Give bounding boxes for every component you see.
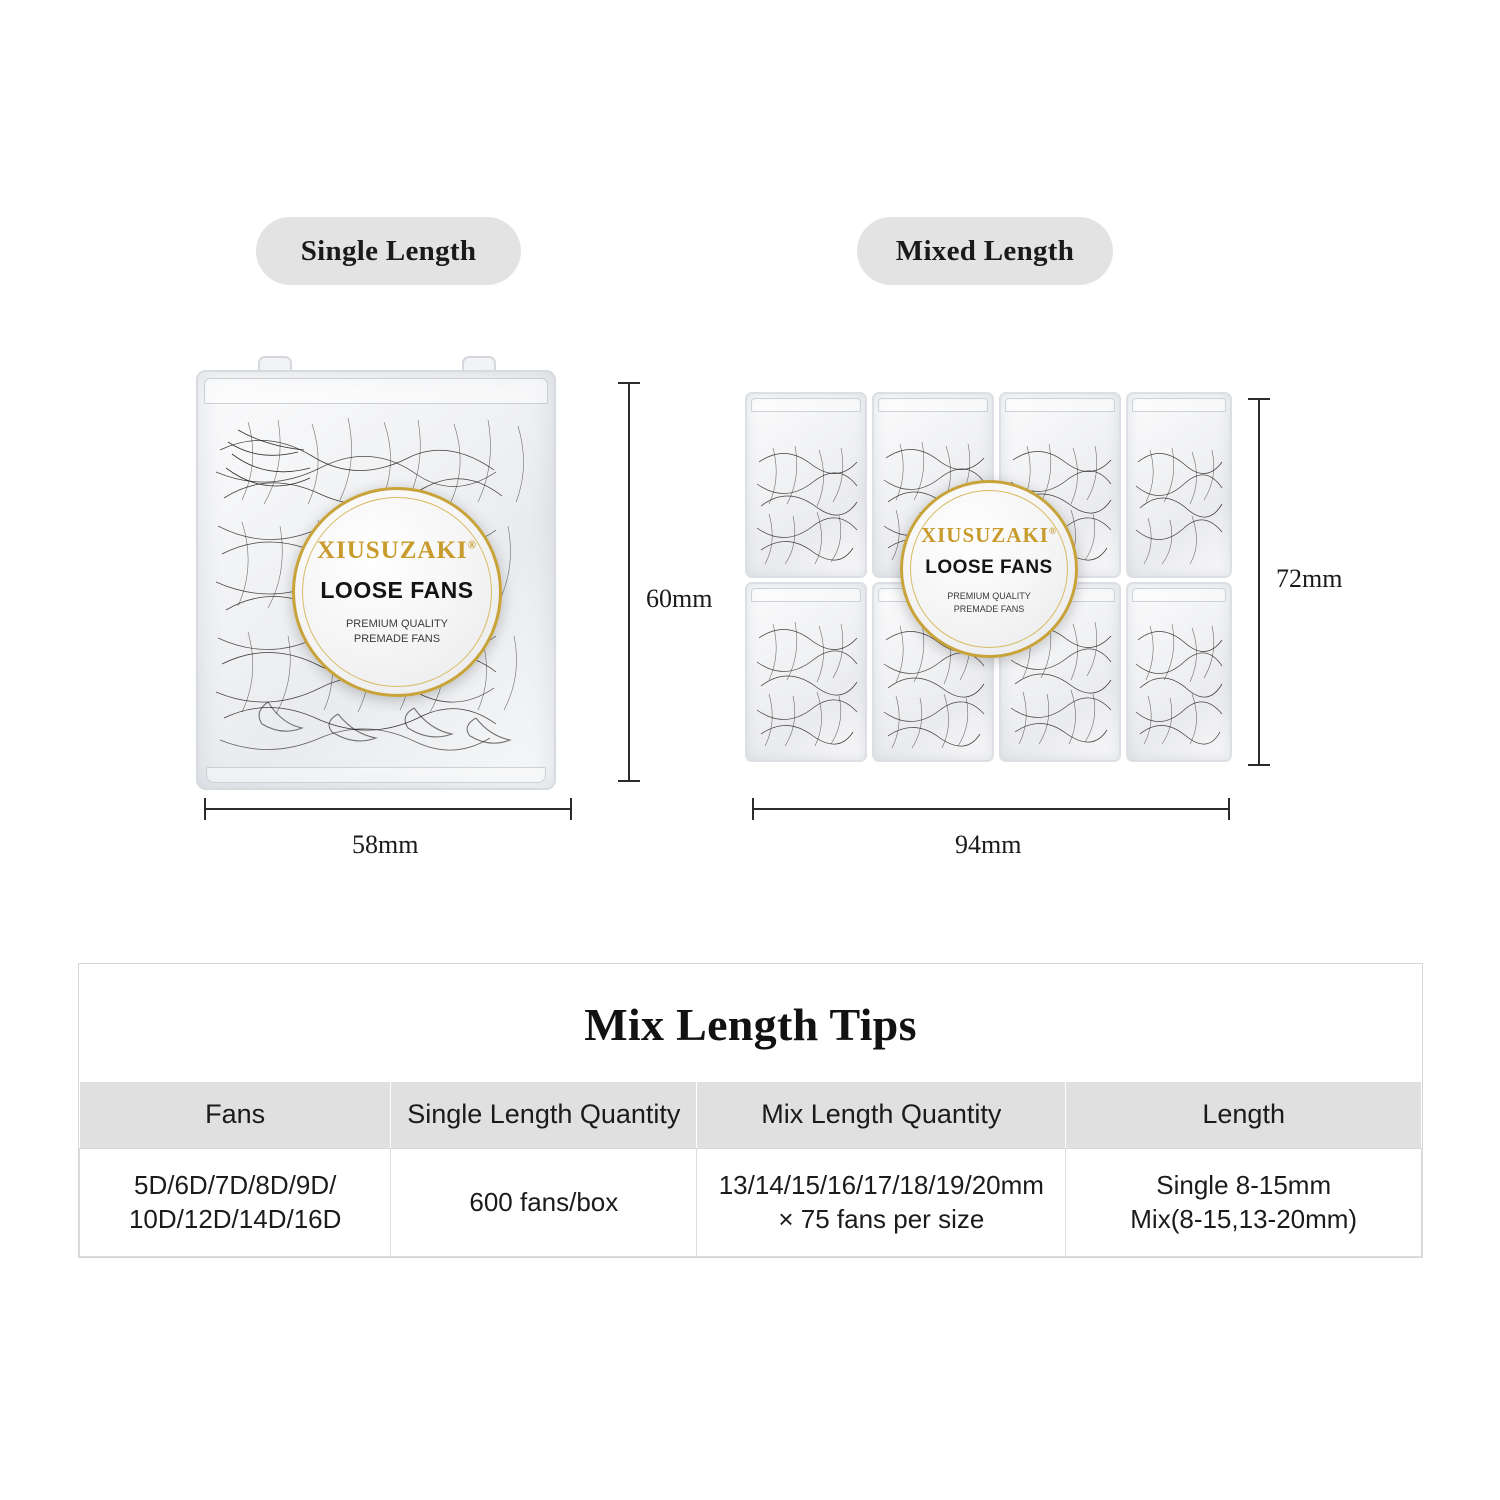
compartment-lip-icon (751, 398, 861, 412)
brand-name-mixed: XIUSUZAKI® (920, 523, 1058, 548)
table-header-row (80, 1082, 1422, 1149)
cell-fans: 5D/6D/7D/8D/9D/ 10D/12D/14D/16D (80, 1148, 391, 1257)
single-box-base-edge (206, 767, 546, 783)
table-header-length: Length (1066, 1082, 1422, 1149)
dimension-height-mixed-cap-bottom (1248, 764, 1270, 766)
dimension-width-mixed-label: 94mm (955, 830, 1022, 859)
compartment-lip-icon (751, 588, 861, 602)
cell-single-quantity: 600 fans/box (391, 1148, 697, 1257)
dimension-width-mixed-line (752, 808, 1230, 810)
section-header-single-length (256, 217, 521, 285)
dimension-height-mixed-cap-top (1248, 398, 1270, 400)
compartment-bottom-4 (1126, 582, 1232, 762)
table-header-single-length-quantity: Single Length Quantity (391, 1082, 697, 1149)
lash-fans-texture-cell (755, 614, 859, 756)
label-subtitle-single: PREMIUM QUALITY PREMADE FANS (345, 618, 449, 645)
dimension-width-single-label: 58mm (352, 830, 419, 859)
dimension-height-single-line (628, 382, 630, 782)
table-header-fans: Fans (80, 1082, 391, 1149)
dimension-width-mixed-cap-right (1228, 798, 1230, 820)
compartment-bottom-1 (745, 582, 867, 762)
lash-fans-texture-cell (1134, 614, 1226, 756)
dimension-width-single-line (204, 808, 572, 810)
section-header-mixed-length-label: Mixed Length (895, 234, 1075, 267)
lash-fans-texture-cell (755, 432, 859, 570)
compartment-lip-icon (1132, 588, 1226, 602)
label-title-single: LOOSE FANS (320, 577, 474, 604)
cell-mix-quantity: 13/14/15/16/17/18/19/20mm × 75 fans per size (697, 1148, 1066, 1257)
product-label-mixed (900, 480, 1078, 658)
label-subtitle-mixed: PREMIUM QUALITY PREMADE FANS (947, 591, 1031, 614)
dimension-width-mixed-cap-left (752, 798, 754, 820)
cell-length: Single 8-15mm Mix(8-15,13-20mm) (1066, 1148, 1422, 1257)
label-title-mixed: LOOSE FANS (925, 557, 1053, 579)
compartment-lip-icon (1132, 398, 1226, 412)
dimension-height-single-label: 60mm (646, 584, 713, 613)
product-label-single (292, 487, 502, 697)
mix-length-tips-table (78, 963, 1423, 1258)
section-header-single-length-label: Single Length (300, 234, 477, 267)
dimension-height-single-cap-bottom (618, 780, 640, 782)
compartment-top-1 (745, 392, 867, 578)
dimension-height-single-cap-top (618, 382, 640, 384)
compartment-lip-icon (878, 398, 988, 412)
dimension-width-single-cap-left (204, 798, 206, 820)
lash-fans-texture-cell (1134, 432, 1226, 570)
registered-mark-icon: ® (467, 539, 478, 552)
single-box-lid-edge (204, 378, 548, 404)
table-header-mix-length-quantity: Mix Length Quantity (697, 1082, 1066, 1149)
table-title: Mix Length Tips (584, 999, 917, 1050)
brand-name-single: XIUSUZAKI® (316, 537, 478, 565)
registered-mark-icon: ® (1048, 527, 1058, 538)
compartment-lip-icon (1005, 398, 1115, 412)
dimension-height-mixed-line (1258, 398, 1260, 766)
compartment-top-4 (1126, 392, 1232, 578)
dimension-height-mixed-label: 72mm (1276, 564, 1343, 593)
section-header-mixed-length (857, 217, 1113, 285)
dimension-width-single-cap-right (570, 798, 572, 820)
table-row (80, 1148, 1422, 1257)
